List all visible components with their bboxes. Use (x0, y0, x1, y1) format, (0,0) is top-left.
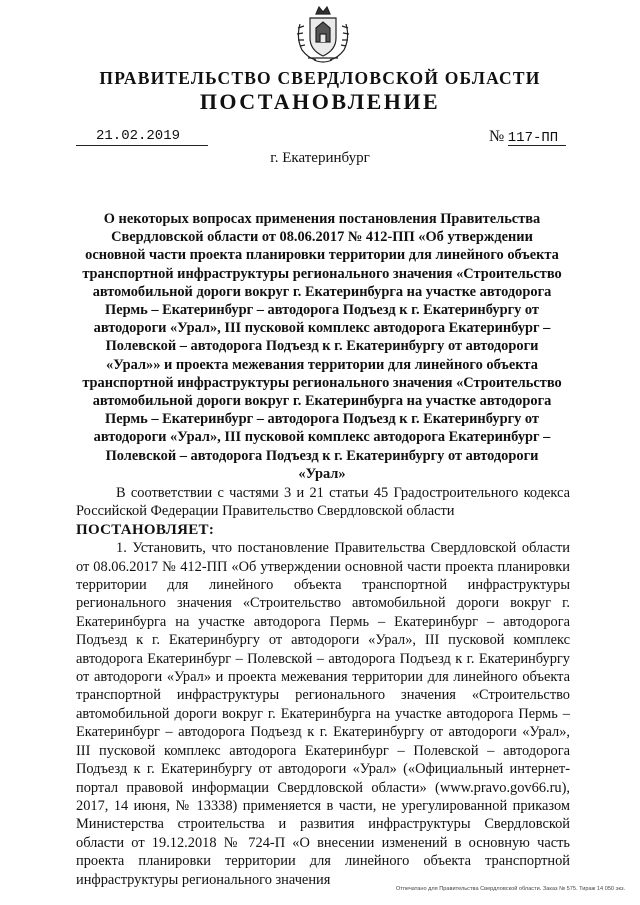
document-body (76, 484, 570, 889)
number-value: 117-ПП (507, 130, 559, 146)
city-name: г. Екатеринбург (270, 150, 370, 166)
document-type: ПОСТАНОВЛЕНИЕ (199, 89, 441, 114)
coat-of-arms-icon (294, 4, 352, 66)
resolves-heading: ПОСТАНОВЛЯЕТ: (76, 521, 215, 538)
preamble-paragraph: В соответствии с частями 3 и 21 статьи 45 Градостроительного кодекса Российской Федерации Правительство Свердловской области (76, 485, 570, 520)
date-underline (76, 145, 208, 146)
number-sign: № (489, 128, 505, 145)
document-date: 21.02.2019 (96, 128, 181, 144)
print-footer: Отпечатано для Правительства Свердловской области. Заказ № 575. Тираж 14 050 экз. (396, 886, 626, 892)
item-1-paragraph: 1. Установить, что постановление Правительства Свердловской области от 08.06.2017 № 412-ПП «Об утверждении основной части проекта планировки территории для линейного объекта транспортной инфраструктуры регионального значения «Строительство автомобильной дороги вокруг г. Екатеринбурга на участке автодорога Пермь – Екатеринбург – автодорога Подъезд к г. Екатеринбургу от автодороги «Урал», III пусковой комплекс автодорога Екатеринбург – Полевской – автодорога Подъезд к г. Екатеринбургу от автодороги «Урал» и проекта межевания территории для линейного объекта транспортной инфраструктуры регионального значения «Строительство автомобильной дороги вокруг г. Екатеринбурга на участке автодорога Пермь – Екатеринбург – автодорога Подъезд к г. Екатеринбургу от автодороги «Урал», III пусковой комплекс автодорога Екатеринбург – Полевской – автодорога Подъезд к г. Екатеринбургу от автодороги «Урал» («Официальный интернет-портал правовой информации Свердловской области» (www.pravo.gov66.ru), 2017, 14 июня, № 13338) применяется в части, не урегулированной приказом Министерства строительства и развития инфраструктуры Свердловской области от 19.12.2018 № 724-П «О внесении изменений в основную часть проекта планировки территории для линейного объекта транспортной инфраструктуры регионального значения (76, 540, 570, 888)
document-title: О некоторых вопросах применения постановления Правительства Свердловской области от 08.06.2017 № 412-ПП «Об утверждении основной части проекта планировки территории для линейного объекта транспортной инфраструктуры регионального значения «Строительство автомобильной дороги вокруг г. Екатеринбурга на участке автодорога Пермь – Екатеринбург – автодорога Подъезд к г. Екатеринбургу от автодороги «Урал», III пусковой комплекс автодорога Екатеринбург – Полевской – автодорога Подъезд к г. Екатеринбургу от автодороги «Урал»» и проекта межевания территории для линейного объекта транспортной инфраструктуры регионального значения «Строительство автомобильной дороги вокруг г. Екатеринбурга на участке автодорога Пермь – Екатеринбург – автодорога Подъезд к г. Екатеринбургу от автодороги «Урал», III пусковой комплекс автодорога Екатеринбург – Полевской – автодорога Подъезд к г. Екатеринбургу от автодороги «Урал» (82, 211, 562, 482)
number-underline (508, 145, 566, 146)
document-number (489, 128, 558, 146)
organization-name: ПРАВИТЕЛЬСТВО СВЕРДЛОВСКОЙ ОБЛАСТИ (99, 68, 541, 88)
